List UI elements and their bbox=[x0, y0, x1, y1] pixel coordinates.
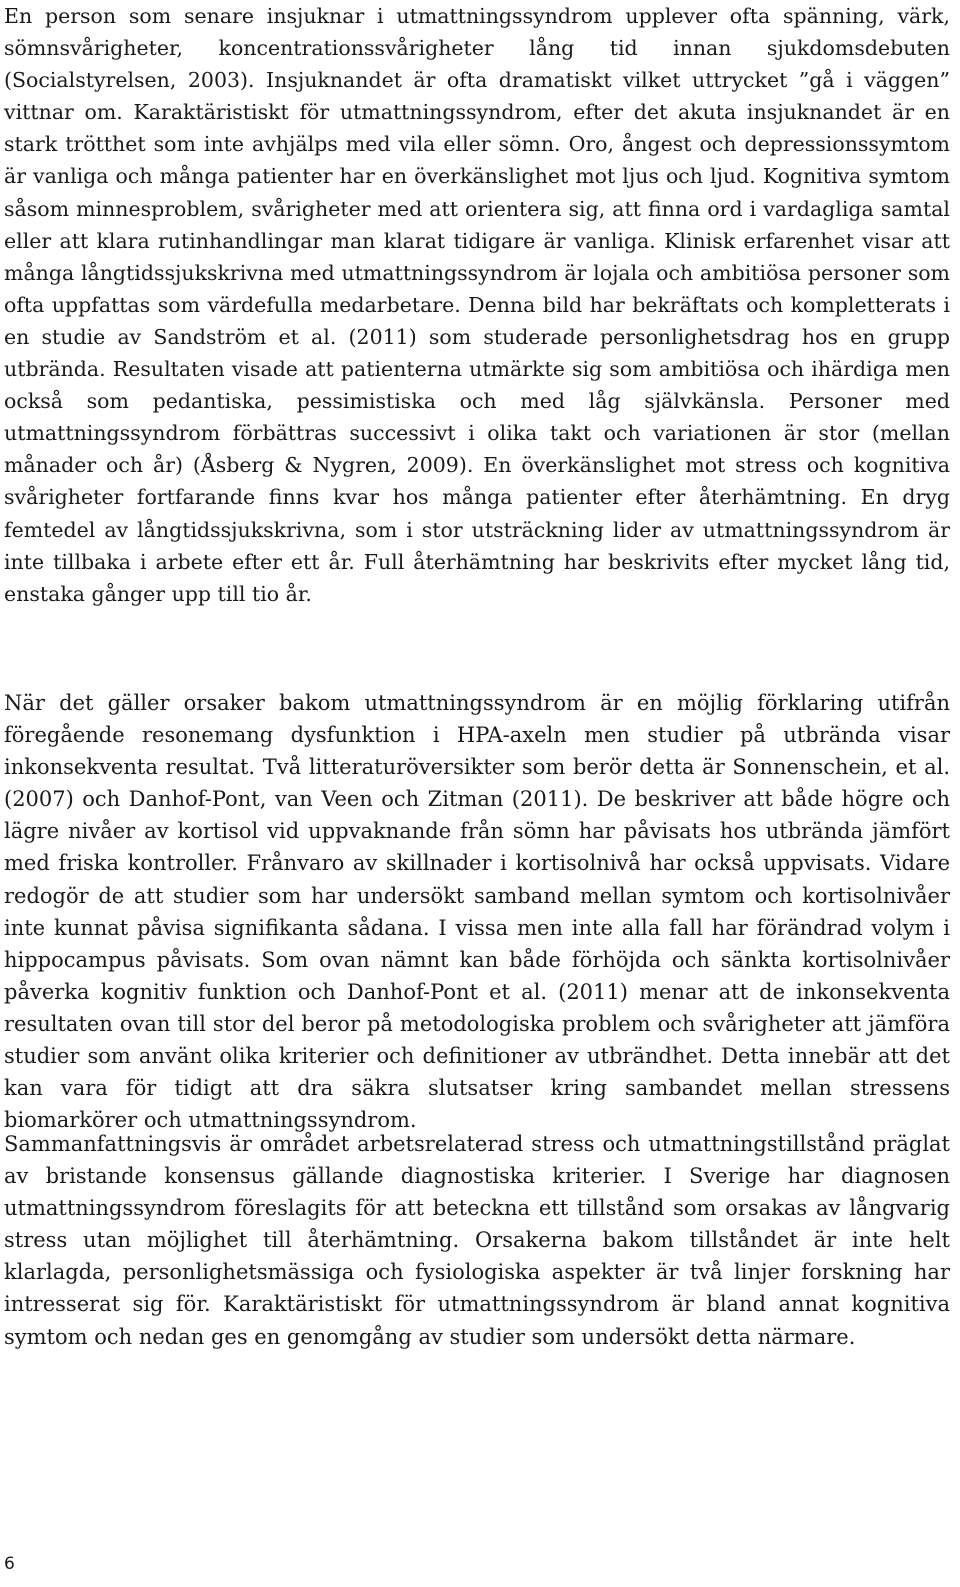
body-paragraph: När det gäller orsaker bakom utmattningssyndrom är en möjlig förklaring utifrån föregående resonemang dysfunktion i HPA-axeln men studier på utbrända visar inkonsekventa resultat. Två litteraturöversikter som berör detta är Sonnenschein, et al. (2007) och Danhof-Pont, van Veen och Zitman (2011). De beskriver att både högre och lägre nivåer av kortisol vid uppvaknande från sömn har påvisats hos utbrända jämfört med friska kontroller. Frånvaro av skillnader i kortisolnivå har också uppvisats. Vidare redogör de att studier som har undersökt samband mellan symtom och kortisolnivåer inte kunnat påvisa signifikanta sådana. I vissa men inte alla fall har förändrad volym i hippocampus påvisats. Som ovan nämnt kan både förhöjda och sänkta kortisolnivåer påverka kognitiv funktion och Danhof-Pont et al. (2011) menar att de inkonsekventa resultaten ovan till stor del beror på metodologiska problem och svårigheter att jämföra studier som använt olika kriterier och definitioner av utbrändhet. Detta innebär att det kan vara för tidigt att dra säkra slutsatser kring sambandet mellan stressens biomarkörer och utmattningssyndrom. bbox=[4, 691, 950, 1133]
body-paragraph: Sammanfattningsvis är området arbetsrelaterad stress och utmattningstillstånd präglat av bristande konsensus gällande diagnostiska kriterier. I Sverige har diagnosen utmattningssyndrom föreslagits för att beteckna ett tillstånd som orsakas av långvarig stress utan möjlighet till återhämtning. Orsakerna bakom tillståndet är inte helt klarlagda, personlighetsmässiga och fysiologiska aspekter är två linjer forskning har intresserat sig för. Karaktäristiskt för utmattningssyndrom är bland annat kognitiva symtom och nedan ges en genomgång av studier som undersökt detta närmare. bbox=[4, 1132, 950, 1349]
body-paragraph: En person som senare insjuknar i utmattningssyndrom upplever ofta spänning, värk, sömnsvårigheter, koncentrationssvårigheter lång tid innan sjukdomsdebuten (Socialstyrelsen, 2003). Insjuknandet är ofta dramatiskt vilket uttrycket ”gå i väggen” vittnar om. Karaktäristiskt för utmattningssyndrom, efter det akuta insjuknandet är en stark trötthet som inte avhjälps med vila eller sömn. Oro, ångest och depressionssymtom är vanliga och många patienter har en överkänslighet mot ljus och ljud. Kognitiva symtom såsom minnesproblem, svårigheter med att orientera sig, att finna ord i vardagliga samtal eller att klara rutinhandlingar man klarat tidigare är vanliga. Klinisk erfarenhet visar att många långtidssjukskrivna med utmattningssyndrom är lojala och ambitiösa personer som ofta uppfattas som värdefulla medarbetare. Denna bild har bekräftats och kompletterats i en studie av Sandström et al. (2011) som studerade personlighetsdrag hos en grupp utbrända. Resultaten visade att patienterna utmärkte sig som ambitiösa och ihärdiga men också som pedantiska, pessimistiska och med låg självkänsla. Personer med utmattningssyndrom förbättras successivt i olika takt och variationen är stor (mellan månader och år) (Åsberg & Nygren, 2009). En överkänslighet mot stress och kognitiva svårigheter fortfarande finns kvar hos många patienter efter återhämtning. En dryg femtedel av långtidssjukskrivna, som i stor utsträckning lider av utmattningssyndrom är inte tillbaka i arbete efter ett år. Full återhämtning har beskrivits efter mycket lång tid, enstaka gånger upp till tio år. bbox=[4, 4, 950, 606]
page-number: 6 bbox=[4, 1554, 15, 1574]
